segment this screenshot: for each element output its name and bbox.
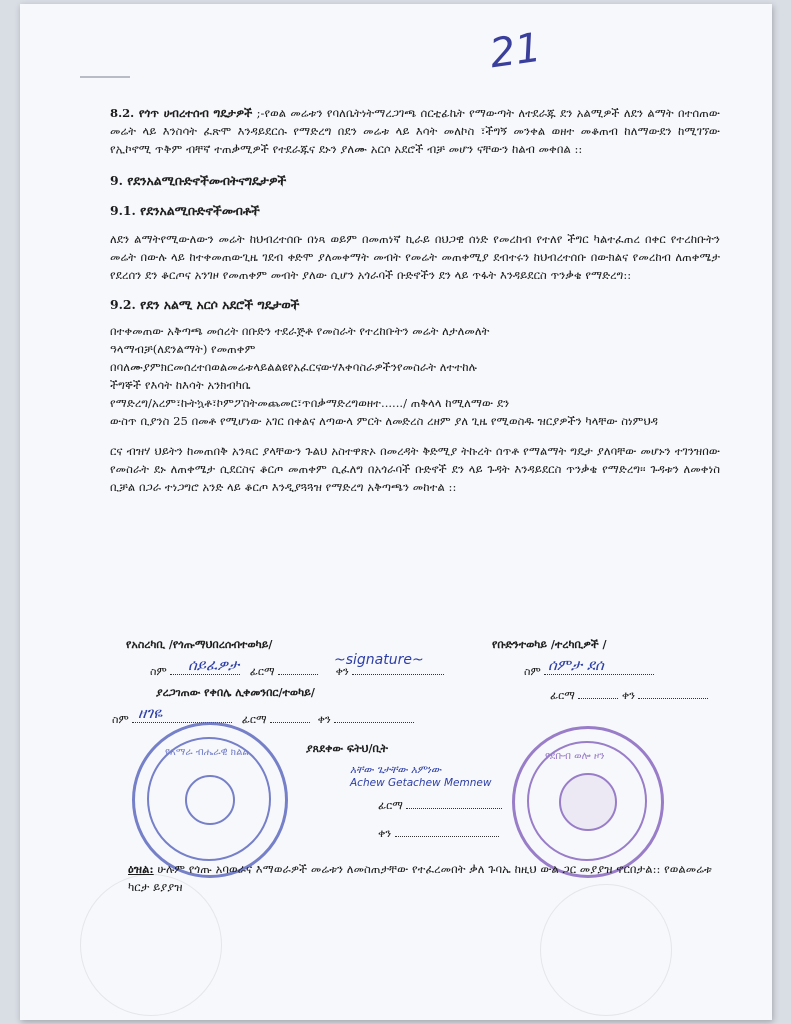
section-9-1-text: ለደን ልማትየሚውለውን መሬት ከህብረተሰቡ በነጻ ወይም በመጠነኛ ኪራይ በህጋዊ ሰነድ የመረከብ የተለየ ችግር ካልተፈጠረ በቀር የተረከቡትን መሬት በውሉ ላይ ከተቀመጠውጊዜ ገደብ ቀድሞ ያለመቀማት መብት የመሬት መጠቀሚያ ደብተሩን ከህብረተሰቡ በውክልና የመረከብ ለጠቀሜታ የደረሰን ደን ቆርጦና አንገዞ የመጠቀም መብት ያለው ሲሆን አጎራባች ቡድኖችን ደን ላይ ጥፋት እንዳይደርስ ጥንቃቄ የማድረግ::	[110, 232, 720, 282]
note-text: ሁሉም የጎጡ አባወራና እማወራዎች መሬቱን ለመስጠታቸው የተፈረመበት ቃለ ጉባኤ ከዚህ ውል ጋር መያያዝ ኖርበታል:: የወልመሬቱ ካርታ ይያያዝ	[128, 862, 712, 894]
signature-row	[378, 798, 528, 813]
footnote	[128, 860, 728, 896]
purple-round-stamp	[512, 726, 664, 878]
document-page	[20, 4, 772, 1020]
stamp-text: የአማራ ብሔራዊ ክልል	[165, 747, 249, 758]
section-8-2	[110, 104, 720, 158]
section-9-heading: 9. የደንአልሚቡድኖችመብትናግዴታዎች	[110, 173, 287, 188]
date-label: ቀን	[378, 827, 392, 840]
signature-row	[378, 826, 528, 841]
handwritten-name: ሰምታ ደሰ	[548, 656, 604, 674]
document-body	[110, 104, 720, 496]
name-label: ስም	[150, 665, 167, 678]
handwritten-signature: ~signature~	[334, 652, 424, 668]
section-8-2-heading: 8.2. የጎጥ ሀብረተሰብ ግዴታዎች	[110, 106, 253, 120]
signatory-label: የቡድንተወካይ /ተረካቢዎች /	[492, 638, 607, 651]
handwritten-name: ዘገዬ	[138, 704, 163, 722]
text-line: ችግኞች የእሳት ከእሳት አንክብካቤ	[110, 378, 251, 392]
date-label: ቀን	[621, 689, 635, 702]
section-9-1-heading: 9.1. የደንአልሚቡድኖችመብቶች	[110, 203, 260, 218]
signature-label: ፊርማ	[378, 799, 403, 812]
text-line: የማድረግ/አረም፣ኩትኳቶ፣ኮምፖስትመጨመር፣ጥበቃማድረግወዘተ....../ ጠቅላላ ከሚለማው ደን	[110, 396, 510, 410]
text-line: ውስጥ ቢያንስ 25 በመቶ የሚሆነው አገር በቀልና ለጣውላ ምርት ለመድረስ ረዘም ያለ ጊዜ የሚወስዱ ዝርያዎችን ካላቸው ስነምህዳ	[110, 414, 659, 428]
verifier-block	[156, 686, 315, 700]
faint-stamp-imprint	[540, 884, 672, 1016]
signatory-left	[126, 638, 272, 652]
signature-label: ፊርማ	[550, 689, 575, 702]
signature-label: ፊርማ	[241, 713, 267, 726]
section-8-2-text: ;-የወል መሬቱን የባለቤትነትማረጋገጫ ሰርቲፊኬት የማውጣት ለተደራጁ ደን አልሚዎች ለደን ልማት በተሰጠው መሬት ላይ እንስሳት ፈጽሞ እንዳይደርሱ የማድረግ በደን መሬቱ ላይ እሳት መለኮስ ፣ችግኝ መንቀል ወዘተ መቆጠብ ከለማውደን ከሚገኘው የኢኮኖሚ ጥቅም ብቸኛ ተጠቃሚዎች የተደራጁና ደኑን ያለሙ አርሶ አደሮች ብቻ መሆን ናቸውን ከልብ መቀበል ::	[110, 106, 721, 156]
verifier-label: ያረጋገጠው የቀበሌ ሊቀመንበር/ተወካይ/	[156, 686, 315, 699]
section-9-2-heading: 9.2. የደን አልሚ አርሶ አደሮች ግዴታወች	[110, 297, 300, 312]
court-officer-name-latin: Achew Getachew Memnew	[350, 777, 492, 789]
signatory-label: የአስረካቢ /የጎጡማህበረሰብተወካይ/	[126, 638, 273, 651]
signatory-right	[492, 638, 607, 652]
name-label: ስም	[112, 713, 129, 726]
handwritten-page-number: 21	[487, 24, 544, 78]
text-line: ዓላማብቻ(ለደንልማት) የመጠቀም	[110, 342, 256, 356]
handwritten-name: ሰይፈዎታ	[188, 656, 240, 674]
signature-label: ፊርማ	[249, 665, 275, 678]
scan-mark	[80, 76, 130, 78]
section-9-2-text	[110, 322, 720, 430]
note-label: ዕዝል:	[128, 862, 154, 876]
court-officer-name: አቸው ጌታቸው አምነው	[350, 764, 442, 776]
signature-row	[550, 688, 740, 703]
date-label: ቀን	[317, 713, 331, 726]
name-label: ስም	[524, 665, 541, 678]
court-block	[306, 742, 388, 756]
text-line: በተቀመጠው አቅጣጫ መሰረት በቡድን ተደራጅቶ የመስራት የተረከቡትን መሬት ለታለመለት	[110, 324, 490, 338]
court-stamp-text	[350, 764, 530, 789]
date-label: ቀን	[335, 665, 349, 678]
court-label: ያጸደቀው ፍትህ/ቢት	[306, 742, 388, 755]
section-9-2-paragraph-2: ርና ብዝሃ ህይትን ከመጠበቅ አንጻር ያላቸውን ጉልህ አስተዋጽኦ በመረዳት ቅድሚያ ትኩረት ሰጥቶ የማልማት ግዴታ ያለባቸው መሆኑን ተገንዝበው የመስራት ደኑ ለጠቀሜታ ሲደርስና ቆርጦ መጠቀም ሲፈለግ በአጎራባች ቡድኖች ደን ላይ ጉዳት እንዳይደርስ ጥንቃቄ የማድረግ፡፡ ጉዳቱን ለመቀነስ ቢቻል በጋራ ተነጋግሮ አንድ ላይ ቆርጦ እንዲያጓጓዝ የማድረግ አቅጣጫን መከተል ::	[110, 444, 720, 494]
blue-round-stamp	[132, 722, 288, 878]
text-line: በባለሙያምክርመሰረተበወልመሬቱላይልልዩየአፈርናውሃእቀባስራዎችንየመስራት ለተተከሉ	[110, 360, 477, 374]
stamp-text: የደቡብ ወሎ ዞን	[545, 751, 605, 762]
